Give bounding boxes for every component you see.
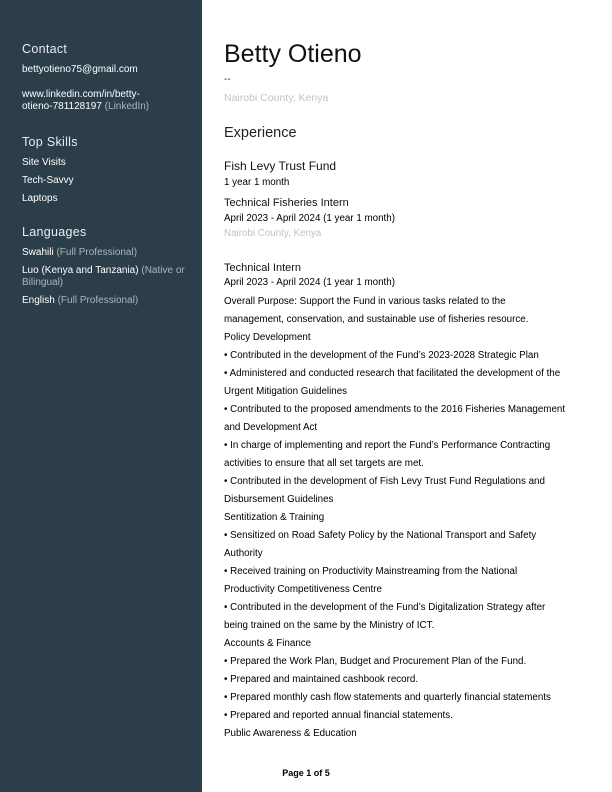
linkedin-url-line2[interactable]: otieno-781128197: [22, 101, 102, 112]
skills-heading: Top Skills: [22, 135, 78, 149]
role-dates: April 2023 - April 2024 (1 year 1 month): [224, 277, 395, 288]
header-location: Nairobi County, Kenya: [224, 92, 329, 104]
skill-item: Site Visits: [22, 157, 66, 168]
language-level-cont: Bilingual): [22, 277, 64, 288]
skill-item: Laptops: [22, 193, 58, 204]
description-line: • Prepared and maintained cashbook record.: [224, 674, 419, 685]
language-name: Swahili: [22, 247, 54, 258]
role-title: Technical Fisheries Intern: [224, 197, 349, 209]
description-line: • Received training on Productivity Mainstreaming from the National: [224, 566, 518, 577]
language-item: [22, 265, 197, 289]
description-line: Public Awareness & Education: [224, 728, 357, 739]
description-line: Urgent Mitigation Guidelines: [224, 386, 348, 397]
headline-dash: --: [224, 74, 231, 85]
language-name: English: [22, 295, 55, 306]
description-line: Policy Development: [224, 332, 311, 343]
sidebar: [0, 0, 202, 792]
description-line: activities to ensure that all set targets are met.: [224, 458, 424, 469]
description-line: • Prepared the Work Plan, Budget and Procurement Plan of the Fund.: [224, 656, 527, 667]
description-line: • Prepared monthly cash flow statements and quarterly financial statements: [224, 692, 551, 703]
page-number: Page 1 of 5: [282, 768, 330, 778]
linkedin-link[interactable]: [22, 89, 197, 113]
contact-heading: Contact: [22, 42, 68, 56]
language-item: [22, 295, 197, 307]
description-line: management, conservation, and sustainable use of fisheries resource.: [224, 314, 529, 325]
email-link[interactable]: bettyotieno75@gmail.com: [22, 64, 138, 75]
description-line: being trained on the same by the Ministry of ICT.: [224, 620, 435, 631]
description-line: Productivity Competitiveness Centre: [224, 584, 382, 595]
language-level: (Full Professional): [57, 295, 139, 306]
role-title: Technical Intern: [224, 262, 302, 274]
description-line: Overall Purpose: Support the Fund in various tasks related to the: [224, 296, 506, 307]
role-location: Nairobi County, Kenya: [224, 228, 322, 239]
description-line: Disbursement Guidelines: [224, 494, 334, 505]
company-duration: 1 year 1 month: [224, 177, 290, 188]
description-line: Accounts & Finance: [224, 638, 312, 649]
description-line: • Contributed in the development of Fish Levy Trust Fund Regulations and: [224, 476, 545, 487]
description-line: • Sensitized on Road Safety Policy by the National Transport and Safety: [224, 530, 537, 541]
role-dates: April 2023 - April 2024 (1 year 1 month): [224, 213, 395, 224]
person-name: Betty Otieno: [224, 40, 362, 68]
description-line: Sentitization & Training: [224, 512, 325, 523]
company-name: Fish Levy Trust Fund: [224, 159, 337, 173]
language-level: (Native or: [141, 265, 185, 276]
languages-heading: Languages: [22, 225, 87, 239]
description-line: • Administered and conducted research that facilitated the development of the: [224, 368, 561, 379]
language-name: Luo (Kenya and Tanzania): [22, 265, 139, 276]
linkedin-label: (LinkedIn): [104, 101, 150, 112]
description-line: • Contributed in the development of the Fund’s Digitalization Strategy after: [224, 602, 546, 613]
description-line: and Development Act: [224, 422, 318, 433]
description-line: • In charge of implementing and report the Fund’s Performance Contracting: [224, 440, 551, 451]
description-line: • Prepared and reported annual financial statements.: [224, 710, 453, 721]
description-line: Authority: [224, 548, 263, 559]
description-line: • Contributed in the development of the Fund’s 2023-2028 Strategic Plan: [224, 350, 539, 361]
linkedin-url-line1[interactable]: www.linkedin.com/in/betty-: [22, 89, 140, 100]
language-level: (Full Professional): [56, 247, 138, 258]
experience-heading: Experience: [224, 125, 297, 141]
description-line: • Contributed to the proposed amendments to the 2016 Fisheries Management: [224, 404, 566, 415]
language-item: [22, 247, 197, 259]
skill-item: Tech-Savvy: [22, 175, 74, 186]
